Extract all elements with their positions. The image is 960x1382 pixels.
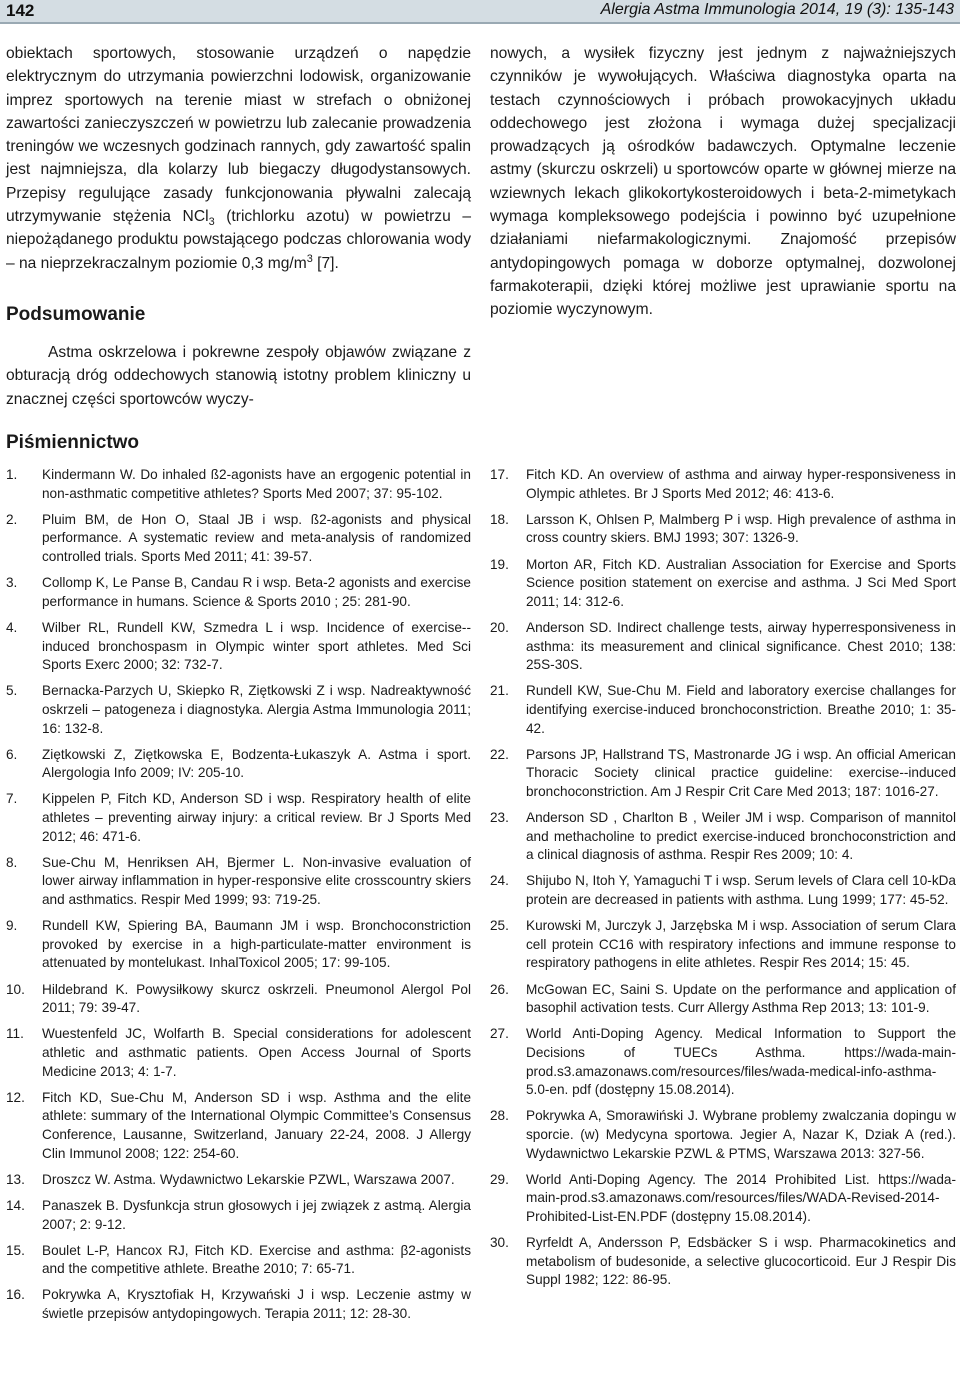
reference-text: Kippelen P, Fitch KD, Anderson SD i wsp. Respiratory health of elite athletes – preventing airway injury: a critical review. Br J Sports Med 2012; 46: 471-6. (42, 791, 471, 844)
reference-number: 23. (490, 810, 509, 826)
reference-number: 29. (490, 1171, 509, 1187)
reference-text: Morton AR, Fitch KD. Australian Association for Exercise and Sports Science position statement on exercise and asthma. J Sci Med Sport 2011; 14: 312-6. (526, 556, 956, 609)
reference-text: Kindermann W. Do inhaled ß2-agonists have an ergogenic potential in non-asthmatic competitive athletes? Sports Med 2007; 37: 95-102. (42, 467, 471, 501)
reference-item (6, 1286, 471, 1323)
reference-number: 11. (6, 1026, 24, 1042)
reference-item (6, 1171, 471, 1190)
reference-item (6, 1242, 471, 1279)
reference-item (490, 809, 956, 865)
reference-text: Wilber RL, Rundell KW, Szmedra L i wsp. Incidence of exercise--induced bronchospasm in Olympic winter sport athletes. Med Sci Sports Exerc 2000; 32: 732-7. (42, 619, 471, 673)
left-body-column (6, 42, 471, 411)
reference-text: Ryrfeldt A, Andersson P, Edsbäcker S i wsp. Pharmacokinetics and metabolism of budesonide, a selective glucocorticoid. Eur J Respir Dis Suppl 1982; 122: 86-95. (526, 1235, 956, 1288)
reference-number: 30. (490, 1235, 509, 1251)
journal-citation: Alergia Astma Immunologia 2014, 19 (3): 135-143 (600, 1, 954, 18)
reference-item (490, 981, 956, 1018)
reference-text: World Anti-Doping Agency. The 2014 Prohibited List. https://wada-main-prod.s3.amazonaws.com/resources/files/WADA-Revised-2014-Prohibited-List-EN.PDF (dostępny 15.08.2014). (526, 1171, 956, 1224)
body-paragraph: obiektach sportowych, stosowanie urządzeń o napędzie elektrycznym do utrzymania powierzchni lodowisk, organizowanie imprez sportowych na terenie miast w strefach o obniżonej zawartości zanieczyszczeń w powietrzu lub zalecanie prowadzenia treningów we wczesnych godzinach rannych, gdy zawartość spalin jest najmniejsza, dla kolarzy lub biegaczy długodystansowych. Przepisy regulujące zasady funkcjonowania pływalni zalecają utrzymywanie stężenia NCl$_3$ (trichlorku azotu) w powietrzu – niepożądanego produktu powstającego podczas chlorowania wody – na nieprzekraczalnym poziomie 0,3 $mg/m^3$ [7]. (6, 45, 472, 272)
references-list-right (490, 466, 956, 1297)
reference-number: 7. (6, 791, 18, 807)
reference-text: Pokrywka A, Smorawiński J. Wybrane problemy zwalczania dopingu w sporcie. (w) Medycyna sportowa. Jegier A, Nazar K, Dziak A (red.). Wydawnictwo Lekarskie PZWL & PTMS, Warszawa 2013: 327-56. (526, 1108, 956, 1161)
references-title: Piśmiennictwo (6, 432, 140, 453)
reference-text: Fitch KD, Sue-Chu M, Anderson SD i wsp. Asthma and the elite athlete: summary of the International Olympic Committee’s Consensus Conference, Lausanne, Switzerland, January 22-24, 2008. J Allergy Clin Immunol 2008; 122: 254-60. (42, 1089, 471, 1161)
reference-text: Panaszek B. Dysfunkcja strun głosowych i jej związek z astmą. Alergia 2007; 2: 9-12. (42, 1197, 471, 1232)
reference-text: Bernacka-Parzych U, Skiepko R, Ziętkowski Z i wsp. Nadreaktywność oskrzeli – patogeneza i diagnostyka. Alergia Astma Immunologia 2011; 16: 132-8. (42, 683, 471, 736)
reference-item (490, 872, 956, 909)
reference-item (490, 682, 956, 738)
reference-item (490, 917, 956, 973)
reference-item (490, 466, 956, 503)
reference-text: McGowan EC, Saini S. Update on the performance and application of basophil activation tests. Curr Allergy Asthma Rep 2013; 13: 101-9. (526, 981, 956, 1016)
reference-text: Wuestenfeld JC, Wolfarth B. Special considerations for adolescent athletic and asthmatic patients. Open Access Journal of Sports Medicine 2013; 4: 1-7. (42, 1026, 471, 1079)
reference-number: 17. (490, 467, 509, 482)
reference-number: 5. (6, 683, 18, 699)
reference-item (6, 511, 471, 567)
reference-item (6, 466, 471, 503)
reference-item (490, 1025, 956, 1099)
reference-number: 27. (490, 1026, 509, 1042)
reference-number: 22. (490, 746, 509, 762)
section-title-summary: Podsumowanie (6, 303, 146, 325)
reference-item (6, 746, 471, 783)
reference-number: 2. (6, 511, 18, 527)
reference-item (490, 746, 956, 802)
reference-number: 21. (490, 683, 509, 699)
reference-item (6, 574, 471, 611)
reference-number: 18. (490, 511, 509, 527)
references-list-left (6, 466, 471, 1331)
reference-number: 9. (6, 918, 18, 934)
reference-number: 16. (6, 1287, 25, 1303)
reference-item (6, 854, 471, 910)
body-paragraph: Astma oskrzelowa i pokrewne zespoły objawów związane z obturacją dróg oddechowych stanowią istotny problem kliniczny u znacznej części sportowców wyczy- (6, 343, 471, 408)
reference-number: 6. (6, 746, 18, 762)
reference-item (490, 511, 956, 548)
body-paragraph: nowych, a wysiłek fizyczny jest jednym z najważniejszych czynników je wywołujących. Właściwa diagnostyka oparta na testach czynnościowych i próbach prowokacyjnych układu oddechowego jest złożona i wymaga dużej specjalizacji prowadzących ją ośrodków badawczych. Optymalne leczenie astmy (skurczu oskrzeli) u sportowców oparte w głównej mierze na wziewnych lekach glikokortykosteroidowych i beta-2-mimetykach wymaga kompleksowego podejścia i powinno być uzupełnione działaniami niefarmakologicznymi. Znajomość przepisów antydopingowych pomaga w doborze optymalnej, dozwolonej farmakoterapii, dzięki której możliwe jest uprawianie sportu na poziomie wyczynowym. (490, 45, 956, 319)
reference-text: Pokrywka A, Krysztofiak H, Krzywański J i wsp. Leczenie astmy w świetle przepisów antydopingowych. Terapia 2011; 12: 28-30. (42, 1287, 471, 1322)
reference-text: Sue-Chu M, Henriksen AH, Bjermer L. Non-invasive evaluation of lower airway inflammation in hyper-responsive elite crosscountry skiers and asthmatics. Respir Med 1999; 93: 719-25. (42, 854, 471, 908)
reference-text: Anderson SD. Indirect challenge tests, airway hyperresponsiveness in asthma: its measurement and clinical significance. Chest 2010; 138: 25S-30S. (526, 619, 956, 673)
reference-number: 15. (6, 1242, 25, 1258)
reference-item (6, 619, 471, 675)
reference-item (6, 981, 471, 1018)
reference-number: 25. (490, 918, 509, 934)
reference-text: Pluim BM, de Hon O, Staal JB i wsp. ß2-agonists and physical performance. A systematic review and meta-analysis of randomized controlled trials. Sports Med 2011; 41: 39-57. (42, 511, 471, 564)
reference-number: 10. (6, 981, 25, 997)
reference-text: Parsons JP, Hallstrand TS, Mastronarde JG i wsp. An official American Thoracic Society clinical practice guideline: exercise--induced bronchoconstriction. Am J Respir Crit Care Med 2013; 187: 1016-27. (526, 746, 956, 799)
reference-item (6, 1089, 471, 1163)
reference-text: Boulet L-P, Hancox RJ, Fitch KD. Exercise and asthma: β2-agonists and the competitive athlete. Breathe 2010; 7: 65-71. (42, 1242, 471, 1277)
reference-item (6, 1025, 471, 1081)
reference-number: 14. (6, 1197, 25, 1213)
reference-text: World Anti-Doping Agency. Medical Information to Support the Decisions of TUECs Asthma. https://wada-main-prod.s3.amazonaws.com/resources/files/wada-medical-info-asthma-5.0-en. pdf (dostępny 15.08.2014). (526, 1026, 956, 1098)
reference-number: 28. (490, 1108, 509, 1124)
reference-number: 24. (490, 873, 509, 889)
reference-item (6, 790, 471, 846)
reference-text: Larsson K, Ohlsen P, Malmberg P i wsp. High prevalence of asthma in cross country skiers. BMJ 1993; 307: 1326-9. (526, 511, 956, 546)
reference-text: Ziętkowski Z, Ziętkowska E, Bodzenta-Łukaszyk A. Astma i sport. Alergologia Info 2009; IV: 205-10. (42, 746, 471, 781)
reference-item (490, 619, 956, 675)
reference-text: Rundell KW, Sue-Chu M. Field and laboratory exercise challanges for identifying exercise-induced bronchoconstriction. Breathe 2010; 1: 35-42. (526, 683, 956, 736)
reference-number: 20. (490, 619, 509, 635)
right-body-column (490, 42, 956, 322)
reference-text: Hildebrand K. Powysiłkowy skurcz oskrzeli. Pneumonol Alergol Pol 2011; 79: 39-47. (42, 981, 471, 1016)
reference-text: Collomp K, Le Panse B, Candau R i wsp. Beta-2 agonists and exercise performance in humans. Science & Sports 2010 ; 25: 281-90. (42, 575, 471, 609)
reference-item (6, 682, 471, 738)
reference-item (6, 1197, 471, 1234)
reference-number: 1. (6, 467, 18, 482)
reference-number: 3. (6, 575, 18, 591)
reference-number: 26. (490, 981, 509, 997)
reference-number: 8. (6, 854, 18, 870)
reference-number: 19. (490, 556, 509, 572)
reference-number: 4. (6, 619, 18, 635)
page-number: 142 (6, 1, 35, 20)
reference-text: Kurowski M, Jurczyk J, Jarzębska M i wsp. Association of serum Clara cell protein CC16 with respiratory infections and immune response to respiratory pathogens in elite athletes. Respir Res 2014; 15: 45. (526, 918, 956, 971)
reference-text: Fitch KD. An overview of asthma and airway hyper-responsiveness in Olympic athletes. Br J Sports Med 2012; 46: 413-6. (526, 467, 956, 501)
reference-text: Rundell KW, Spiering BA, Baumann JM i wsp. Bronchoconstriction provoked by exercise in a high-particulate-matter environment is attenuated by montelukast. InhalToxicol 2005; 17: 99-105. (42, 918, 471, 971)
reference-number: 13. (6, 1171, 25, 1187)
reference-text: Shijubo N, Itoh Y, Yamaguchi T i wsp. Serum levels of Clara cell 10-kDa protein are decreased in patients with asthma. Lung 1999; 177: 45-52. (526, 873, 956, 908)
reference-item (490, 556, 956, 612)
reference-item (6, 917, 471, 973)
reference-text: Anderson SD , Charlton B , Weiler JM i wsp. Comparison of mannitol and methacholine to predict exercise-induced bronchoconstriction and a clinical diagnosis of asthma. Respir Res 2009; 10: 4. (526, 810, 956, 863)
page-header (0, 0, 960, 24)
reference-text: Droszcz W. Astma. Wydawnictwo Lekarskie PZWL, Warszawa 2007. (42, 1171, 455, 1187)
reference-number: 12. (6, 1089, 25, 1105)
reference-item (490, 1107, 956, 1163)
reference-item (490, 1171, 956, 1227)
reference-item (490, 1234, 956, 1290)
